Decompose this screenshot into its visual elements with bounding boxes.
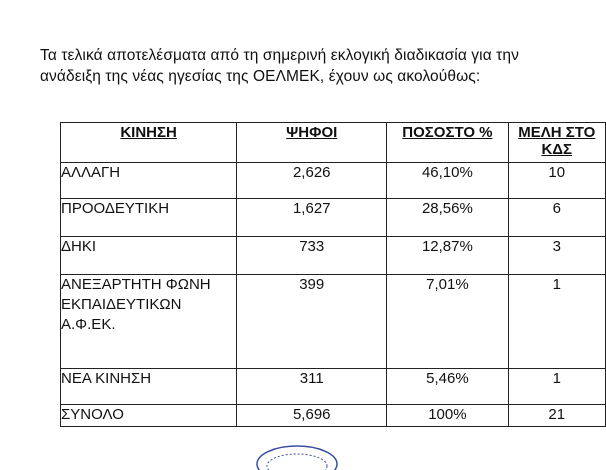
cell-percent: 46,10% <box>387 163 508 199</box>
cell-movement: ΠΡΟΟΔΕΥΤΙΚΗ <box>61 199 237 237</box>
cell-votes: 733 <box>237 237 387 275</box>
cell-percent: 5,46% <box>387 369 508 405</box>
stamp-seal-icon <box>252 440 342 470</box>
cell-votes: 1,627 <box>237 199 387 237</box>
header-movement: ΚΙΝΗΣΗ <box>61 123 237 163</box>
cell-movement: ΑΝΕΞΑΡΤΗΤΗ ΦΩΝΗ ΕΚΠΑΙΔΕΥΤΙΚΩΝ Α.Φ.ΕΚ. <box>61 275 237 369</box>
table-row <box>61 237 606 275</box>
cell-percent: 28,56% <box>387 199 508 237</box>
table-row <box>61 275 606 369</box>
table-row <box>61 369 606 405</box>
cell-seats: 6 <box>508 199 605 237</box>
cell-seats: 3 <box>508 237 605 275</box>
header-seats: ΜΕΛΗ ΣΤΟ ΚΔΣ <box>508 123 605 163</box>
intro-line-1: Τα τελικά αποτελέσματα από τη σημερινή εκλογική διαδικασία για την <box>40 47 519 64</box>
cell-movement: ΣΥΝΟΛΟ <box>61 405 237 427</box>
table-row <box>61 163 606 199</box>
cell-seats: 1 <box>508 275 605 369</box>
intro-paragraph <box>40 45 600 87</box>
cell-votes: 399 <box>237 275 387 369</box>
table-row-total <box>61 405 606 427</box>
cell-votes: 311 <box>237 369 387 405</box>
header-votes: ΨΗΦΟΙ <box>237 123 387 163</box>
cell-votes: 2,626 <box>237 163 387 199</box>
cell-seats: 21 <box>508 405 605 427</box>
cell-percent: 12,87% <box>387 237 508 275</box>
results-table <box>60 122 606 427</box>
cell-movement: ΝΕΑ ΚΙΝΗΣΗ <box>61 369 237 405</box>
cell-percent: 100% <box>387 405 508 427</box>
cell-percent: 7,01% <box>387 275 508 369</box>
table-row <box>61 199 606 237</box>
intro-line-2: ανάδειξη της νέας ηγεσίας της ΟΕΛΜΕΚ, έχουν ως ακολούθως: <box>40 68 481 85</box>
table-header-row <box>61 123 606 163</box>
cell-movement: ΔΗΚΙ <box>61 237 237 275</box>
cell-votes: 5,696 <box>237 405 387 427</box>
cell-movement: ΑΛΛΑΓΗ <box>61 163 237 199</box>
cell-seats: 10 <box>508 163 605 199</box>
header-percent: ΠΟΣΟΣΤΟ % <box>387 123 508 163</box>
cell-seats: 1 <box>508 369 605 405</box>
